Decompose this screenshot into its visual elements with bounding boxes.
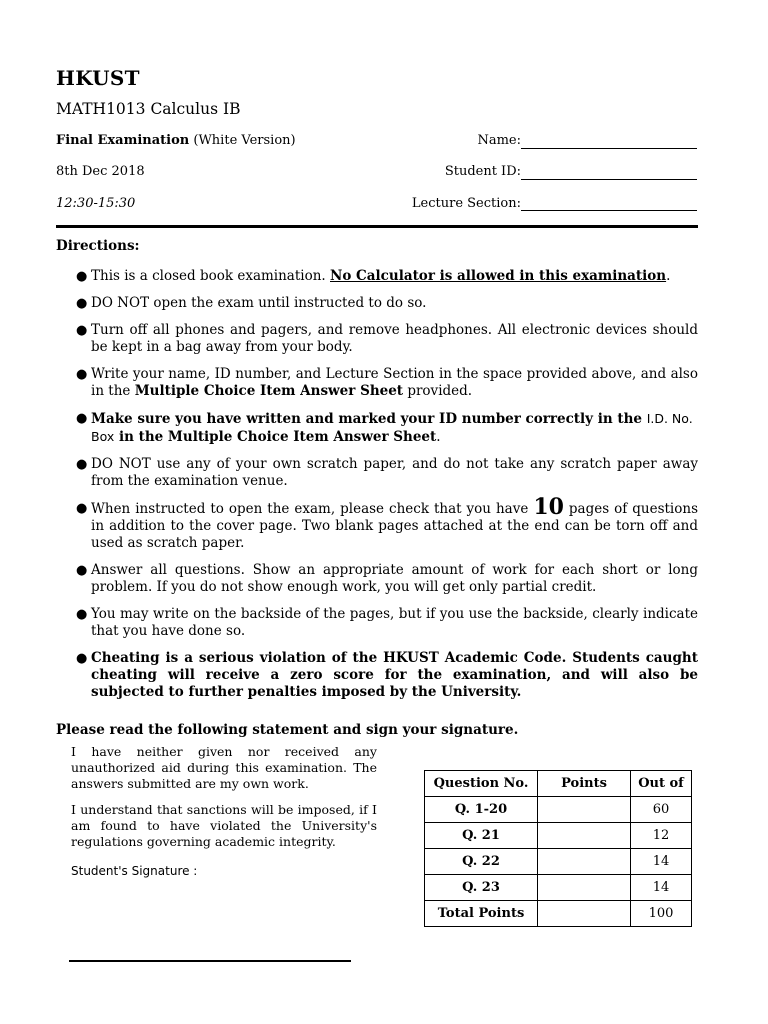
- list-item: ● You may write on the backside of the pages, but if you use the backside, clearly indicate that you have done so.: [76, 606, 698, 639]
- score-table: [424, 770, 692, 927]
- list-item: [56, 650, 698, 701]
- bullet-icon: ●: [76, 607, 88, 622]
- statement-paragraph: I have neither given nor received any unauthorized aid during this examination. The answers submitted are my own work.: [71, 744, 377, 791]
- bullet-icon: ●: [76, 563, 88, 578]
- question-cell: Total Points: [425, 901, 538, 927]
- points-cell[interactable]: [538, 901, 631, 927]
- name-label: Name:: [477, 133, 521, 148]
- school-name: HKUST: [56, 66, 140, 90]
- lecture-section-field[interactable]: [521, 210, 697, 211]
- bullet-icon: ●: [76, 501, 88, 516]
- exam-title: [56, 133, 296, 148]
- bullet-icon: ●: [76, 323, 88, 338]
- bullet-icon: ●: [76, 296, 88, 311]
- points-cell[interactable]: [538, 875, 631, 901]
- bullet-icon: ●: [76, 651, 88, 666]
- student-id-label: Student ID:: [444, 164, 521, 179]
- question-cell: Q. 21: [425, 823, 538, 849]
- statement-heading: Please read the following statement and sign your signature.: [56, 722, 519, 738]
- table-row: [425, 797, 692, 823]
- table-header-row: [425, 771, 692, 797]
- page-count: 10: [533, 494, 564, 520]
- directions-list: [56, 268, 698, 701]
- exam-title-main: Final Examination: [56, 133, 190, 148]
- points-cell[interactable]: [538, 849, 631, 875]
- out-of-cell: 12: [631, 823, 692, 849]
- column-header: Question No.: [425, 771, 538, 797]
- course-title: MATH1013 Calculus IB: [56, 100, 241, 118]
- out-of-cell: 100: [631, 901, 692, 927]
- cheating-warning: Cheating is a serious violation of the HKUST Academic Code. Students caught cheating will receive a zero score for the examination, and will also be subjected to further penalties imposed by the University.: [91, 650, 698, 700]
- no-calculator-notice: No Calculator is allowed in this examination: [330, 268, 667, 284]
- list-item: ● Make sure you have written and marked your ID number correctly in the I.D. No. Box in the Multiple Choice Item Answer Sheet.: [76, 411, 693, 445]
- table-row: [425, 875, 692, 901]
- out-of-cell: 14: [631, 875, 692, 901]
- list-item: ● When instructed to open the exam, please check that you have 10 pages of questions in addition to the cover page. Two blank pages attached at the end can be torn off and used as scratch paper.: [76, 494, 698, 551]
- column-header: Points: [538, 771, 631, 797]
- list-item: ● Write your name, ID number, and Lecture Section in the space provided above, and also in the Multiple Choice Item Answer Sheet provided.: [76, 366, 698, 399]
- lecture-section-label: Lecture Section:: [411, 196, 521, 211]
- points-cell[interactable]: [538, 797, 631, 823]
- bullet-icon: ●: [76, 457, 88, 472]
- header-divider: [56, 225, 698, 228]
- question-cell: Q. 1-20: [425, 797, 538, 823]
- list-item: ● This is a closed book examination. No Calculator is allowed in this examination.: [76, 268, 671, 284]
- name-field[interactable]: [521, 148, 697, 149]
- list-item: ● Turn off all phones and pagers, and remove headphones. All electronic devices should be kept in a bag away from your body.: [76, 322, 698, 355]
- list-item: ● DO NOT open the exam until instructed to do so.: [76, 295, 427, 311]
- signature-label: Student's Signature :: [71, 864, 198, 878]
- table-row: [425, 901, 692, 927]
- list-item: ● DO NOT use any of your own scratch paper, and do not take any scratch paper away from the examination venue.: [76, 456, 698, 489]
- bullet-icon: ●: [76, 367, 88, 382]
- statement-paragraph: I understand that sanctions will be imposed, if I am found to have violated the University's regulations governing academic integrity.: [71, 802, 377, 849]
- bullet-icon: ●: [76, 411, 88, 426]
- out-of-cell: 60: [631, 797, 692, 823]
- student-id-field[interactable]: [521, 179, 697, 180]
- directions-heading: Directions:: [56, 238, 140, 254]
- question-cell: Q. 22: [425, 849, 538, 875]
- column-header: Out of: [631, 771, 692, 797]
- points-cell[interactable]: [538, 823, 631, 849]
- out-of-cell: 14: [631, 849, 692, 875]
- question-cell: Q. 23: [425, 875, 538, 901]
- bullet-icon: ●: [76, 269, 88, 284]
- table-row: [425, 823, 692, 849]
- exam-time: 12:30-15:30: [56, 196, 136, 211]
- exam-date: 8th Dec 2018: [56, 164, 145, 179]
- signature-field[interactable]: [69, 960, 351, 962]
- table-row: [425, 849, 692, 875]
- exam-version: (White Version): [193, 133, 296, 148]
- list-item: ● Answer all questions. Show an appropriate amount of work for each short or long problem. If you do not show enough work, you will get only partial credit.: [76, 562, 698, 595]
